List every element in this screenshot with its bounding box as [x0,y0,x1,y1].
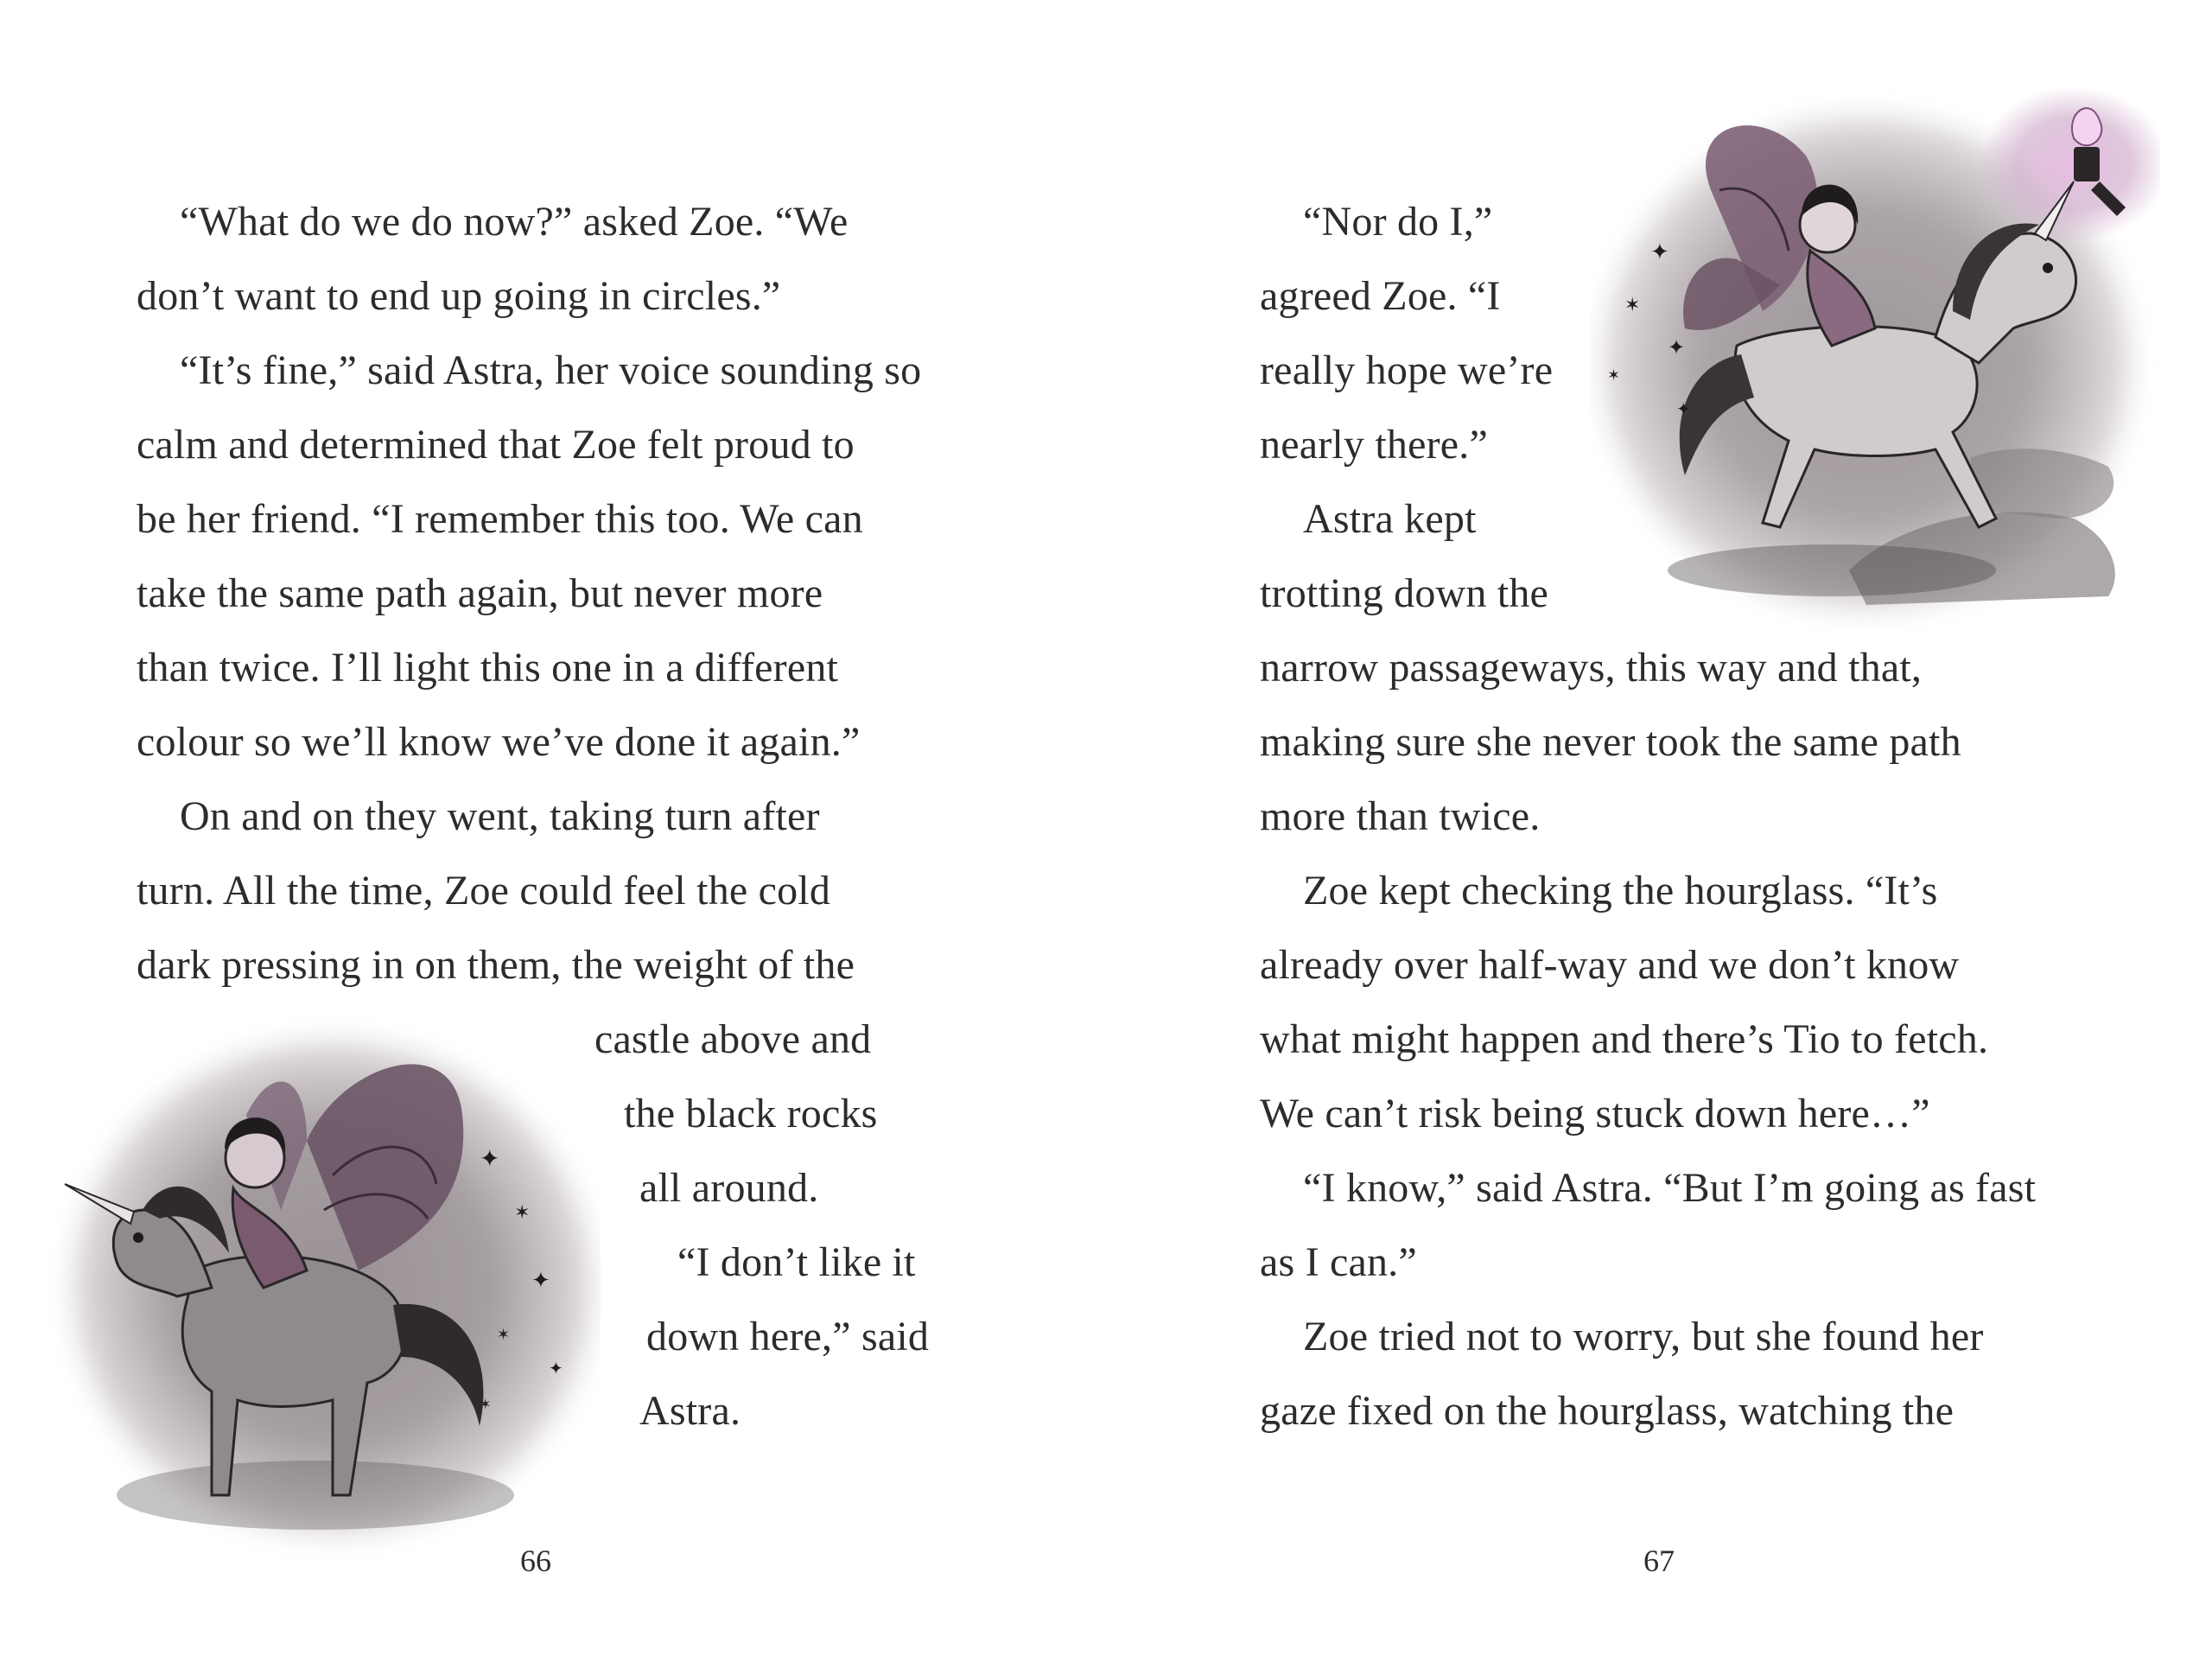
text-line: nearly there.” [1260,422,1488,468]
svg-text:✦: ✦ [1676,398,1691,419]
text-line: the black rocks [624,1091,878,1136]
right-page [1106,0,2212,1668]
text-line: gaze fixed on the hourglass, watching the [1260,1388,1955,1434]
text-line: calm and determined that Zoe felt proud to [137,422,855,468]
svg-text:✶: ✶ [1624,295,1641,316]
text-line: be her friend. “I remember this too. We can [137,496,863,542]
text-line: what might happen and there’s Tio to fetch. [1260,1016,1989,1062]
text-line: On and on they went, taking turn after [180,793,820,839]
text-line: “I know,” said Astra. “But I’m going as fast [1303,1165,2037,1211]
text-line: dark pressing in on them, the weight of the [137,942,855,988]
svg-text:✶: ✶ [1607,366,1621,385]
text-line: “It’s fine,” said Astra, her voice sounding so [180,347,922,393]
text-line: castle above and [594,1016,872,1062]
svg-text:✦: ✦ [531,1268,550,1294]
page-number: 67 [1643,1544,1675,1578]
text-line: already over half-way and we don’t know [1260,942,1960,988]
text-line: “What do we do now?” asked Zoe. “We [180,199,849,245]
text-line: Zoe kept checking the hourglass. “It’s [1303,868,1938,914]
svg-text:✦: ✦ [1650,239,1669,265]
text-line: than twice. I’ll light this one in a different [137,645,839,691]
svg-text:✦: ✦ [549,1358,563,1378]
svg-text:✦: ✦ [480,1144,500,1173]
text-line: down here,” said [646,1314,930,1359]
text-line: don’t want to end up going in circles.” [137,273,781,319]
unicorn-fairy-illustration [48,1011,601,1564]
text-line: take the same path again, but never more [137,570,823,616]
text-line: “I don’t like it [677,1239,916,1285]
text-line: turn. All the time, Zoe could feel the cold [137,868,831,914]
text-line: all around. [639,1165,819,1211]
text-line: Astra kept [1303,496,1477,542]
svg-text:✶: ✶ [497,1326,511,1344]
text-line: agreed Zoe. “I [1260,273,1501,319]
text-line: We can’t risk being stuck down here…” [1260,1091,1930,1136]
text-line: Astra. [639,1388,741,1434]
text-line: more than twice. [1260,793,1541,839]
text-line: as I can.” [1260,1239,1417,1285]
unicorn-fairy-lantern-illustration [1590,86,2160,631]
text-line: “Nor do I,” [1303,199,1493,245]
text-line: Zoe tried not to worry, but she found her [1303,1314,1984,1359]
page-number: 66 [520,1544,551,1578]
text-line: really hope we’re [1260,347,1554,393]
text-line: making sure she never took the same path [1260,719,1961,765]
text-line: trotting down the [1260,570,1549,616]
text-line: colour so we’ll know we’ve done it again.” [137,719,861,765]
text-line: narrow passageways, this way and that, [1260,645,1923,691]
svg-text:✦: ✦ [1668,335,1686,360]
svg-text:✶: ✶ [514,1202,531,1224]
svg-text:✶: ✶ [480,1396,492,1412]
